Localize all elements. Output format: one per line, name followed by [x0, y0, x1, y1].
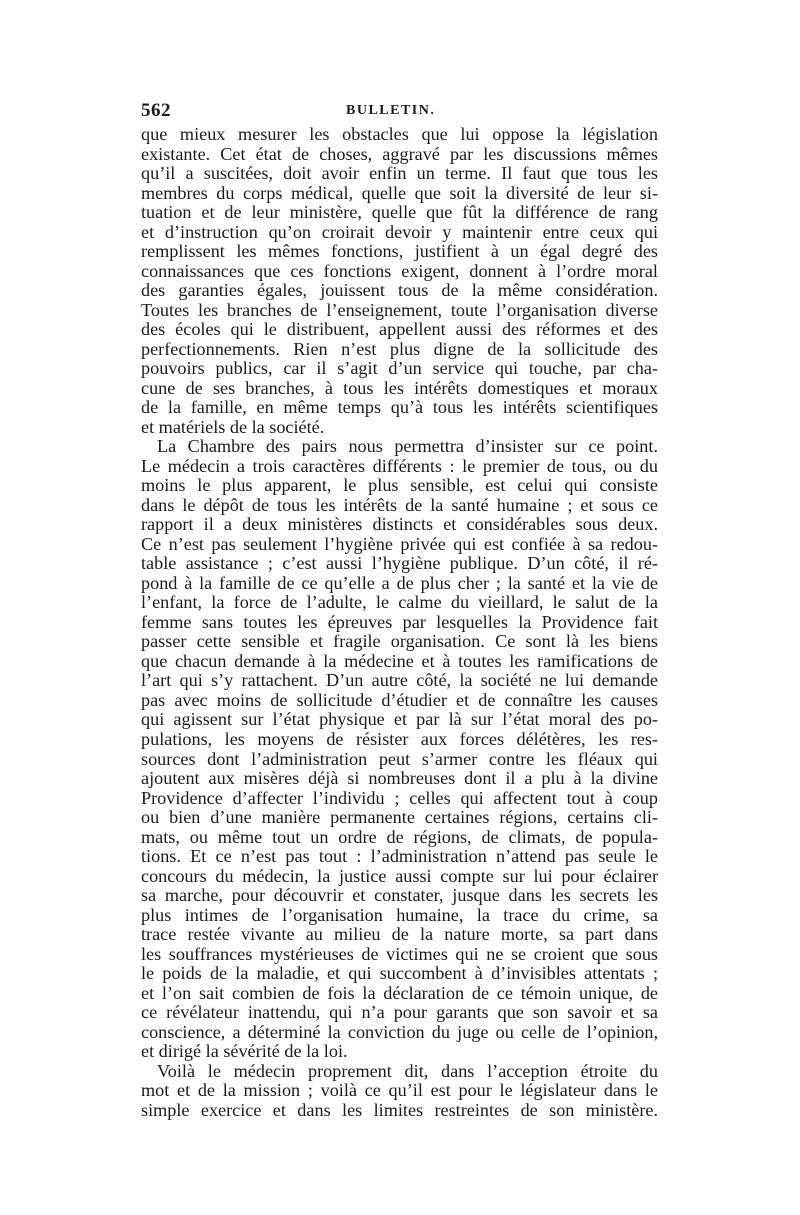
text-line: concours du médecin, la justice aussi compte sur lui pour éclairer: [141, 866, 658, 886]
text-line: sa marche, pour découvrir et constater, jusque dans les secrets les: [141, 886, 658, 906]
text-line: conscience, a déterminé la conviction du juge ou celle de l’opinion,: [141, 1022, 658, 1042]
page-number: 562: [141, 100, 171, 121]
text-line: rapport il a deux ministères distincts et considérables sous deux.: [141, 515, 658, 535]
text-line: l’enfant, la force de l’adulte, le calme du vieillard, le salut de la: [141, 593, 658, 613]
text-line: remplissent les mêmes fonctions, justifient à un égal degré des: [141, 242, 658, 262]
text-line: ou bien d’une manière permanente certaines régions, certains cli-: [141, 808, 658, 828]
text-line: tuation et de leur ministère, quelle que fût la différence de rang: [141, 203, 658, 223]
text-line: ce révélateur inattendu, qui n’a pour garants que son savoir et sa: [141, 1003, 658, 1023]
text-line: perfectionnements. Rien n’est plus digne de la sollicitude des: [141, 339, 658, 359]
text-line: des écoles qui le distribuent, appellent aussi des réformes et des: [141, 320, 658, 340]
text-line: La Chambre des pairs nous permettra d’insister sur ce point.: [157, 437, 658, 457]
text-line: que chacun demande à la médecine et à toutes les ramifications de: [141, 651, 658, 671]
text-line: l’art qui s’y rattachent. D’un autre côté, la société ne lui demande: [141, 671, 658, 691]
text-line: plus intimes de l’organisation humaine, la trace du crime, sa: [141, 905, 658, 925]
text-line: connaissances que ces fonctions exigent, donnent à l’ordre moral: [141, 261, 658, 281]
text-line: mats, ou même tout un ordre de régions, de climats, de popula-: [141, 827, 658, 847]
text-line: pond à la famille de ce qu’elle a de plus cher ; la santé et la vie de: [141, 573, 658, 593]
text-line: Ce n’est pas seulement l’hygiène privée qui est confiée à sa redou-: [141, 534, 658, 554]
text-line: Providence d’affecter l’individu ; celles qui affectent tout à coup: [141, 788, 658, 808]
running-head: BULLETIN.: [346, 103, 436, 118]
text-line: que mieux mesurer les obstacles que lui oppose la législation: [141, 125, 658, 144]
text-line: pulations, les moyens de résister aux forces délétères, les res-: [141, 729, 658, 749]
body-text: [141, 125, 658, 1120]
book-page: [141, 96, 658, 1120]
text-line: pouvoirs publics, car il s’agit d’un service qui touche, par cha-: [141, 359, 658, 379]
text-line: mot et de la mission ; voilà ce qu’il est pour le législateur dans le: [141, 1081, 658, 1101]
text-line: et dirigé la sévérité de la loi.: [141, 1042, 348, 1062]
text-line: membres du corps médical, quelle que soit la diversité de leur si-: [141, 183, 658, 203]
text-line: existante. Cet état de choses, aggravé par les discussions mêmes: [141, 144, 658, 164]
text-line: Voilà le médecin proprement dit, dans l’acception étroite du: [157, 1061, 658, 1081]
text-line: trace restée vivante au milieu de la nature morte, sa part dans: [141, 925, 658, 945]
text-line: et d’instruction qu’on croirait devoir y maintenir entre ceux qui: [141, 222, 658, 242]
text-line: femme sans toutes les épreuves par lesquelles la Providence fait: [141, 612, 658, 632]
text-line: qu’il a suscitées, doit avoir enfin un terme. Il faut que tous les: [141, 164, 658, 184]
text-line: les souffrances mystérieuses de victimes qui ne se croient que sous: [141, 944, 658, 964]
text-line: de la famille, en même temps qu’à tous les intérêts scientifiques: [141, 398, 658, 418]
text-line: passer cette sensible et fragile organisation. Ce sont là les biens: [141, 632, 658, 652]
text-line: dans le dépôt de tous les intérêts de la santé humaine ; et sous ce: [141, 495, 658, 515]
text-line: Le médecin a trois caractères différents : le premier de tous, ou du: [141, 456, 658, 476]
text-line: sources dont l’administration peut s’armer contre les fléaux qui: [141, 749, 658, 769]
text-line: des garanties égales, jouissent tous de la même considération.: [141, 281, 658, 301]
text-line: qui agissent sur l’état physique et par là sur l’état moral des po-: [141, 710, 658, 730]
text-line: ajoutent aux misères déjà si nombreuses dont il a plu à la divine: [141, 769, 658, 789]
text-line: moins le plus apparent, le plus sensible, est celui qui consiste: [141, 476, 658, 496]
text-line: table assistance ; c’est aussi l’hygiène publique. D’un côté, il ré-: [141, 554, 658, 574]
page-header: [141, 96, 658, 122]
text-line: tions. Et ce n’est pas tout : l’administration n’attend pas seule le: [141, 847, 658, 867]
text-line: Toutes les branches de l’enseignement, toute l’organisation diverse: [141, 300, 658, 320]
text-line: cune de ses branches, à tous les intérêts domestiques et moraux: [141, 378, 658, 398]
text-line: et l’on sait combien de fois la déclaration de ce témoin unique, de: [141, 983, 658, 1003]
text-line: pas avec moins de sollicitude d’étudier et de connaître les causes: [141, 690, 658, 710]
text-line: le poids de la maladie, et qui succombent à d’invisibles attentats ;: [141, 964, 658, 984]
text-line: simple exercice et dans les limites restreintes de son ministère.: [141, 1100, 658, 1120]
text-line: et matériels de la société.: [141, 417, 325, 437]
